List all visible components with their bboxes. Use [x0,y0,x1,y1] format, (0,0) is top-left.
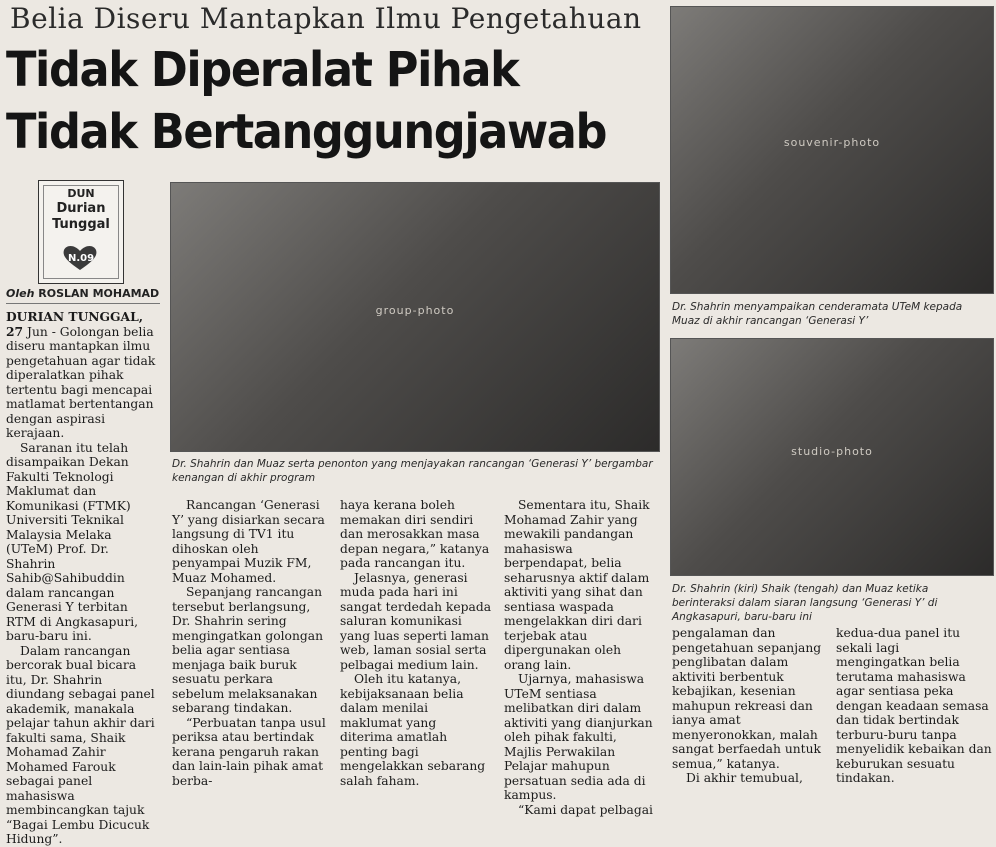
col2-para-2: Sepanjang rancangan tersebut berlangsung, Dr. Shahrin sering mengingatkan golongan belia agar sentiasa menjaga baik buruk sesuatu perkara sebelum melaksanakan sebarang tindakan. [172,585,323,715]
dateline-day: 27 [6,323,24,339]
logo-line-2: Durian [56,201,106,216]
logo-line-3: Tunggal [52,217,110,232]
headline-line-1: Tidak Diperalat Pihak [6,42,519,98]
article-column-5 [672,626,822,786]
dun-durian-tunggal-logo [38,180,124,284]
col3-para-2: Jelasnya, generasi muda pada hari ini sangat terdedah kepada saluran komunikasi yang luas seperti laman web, laman sosial serta pelbagai medium lain. [340,570,492,672]
article-kicker: Belia Diseru Mantapkan Ilmu Pengetahuan [10,2,642,35]
col3-para-1: haya kerana boleh memakan diri sendiri dan merosakkan masa depan negara,” katanya pada rancangan itu. [340,498,490,570]
studio-photo-label: studio-photo [791,445,873,459]
col4-para-3: “Kami dapat pelbagai [518,802,653,817]
col6-para-1: kedua-dua panel itu sekali lagi mengingatkan belia terutama mahasiswa agar sentiasa peka dengan keadaan semasa dan tidak bertindak terburu-buru tanpa menyelidik kebaikan dan keburukan sesuatu tindakan. [836,626,992,785]
dateline-place: DURIAN TUNGGAL, [6,309,144,324]
byline-author: ROSLAN MOHAMAD [38,287,160,300]
col3-para-3: Oleh itu katanya, kebijaksanaan belia dalam menilai maklumat yang diterima amatlah penting bagi mengelakkan sebarang salah faham. [340,672,486,788]
col5-para-2: Di akhir temubual, [686,771,803,785]
group-photo [170,182,660,452]
col4-para-1: Sementara itu, Shaik Mohamad Zahir yang mewakili pandangan mahasiswa berpendapat, belia seharusnya aktif dalam aktiviti yang sihat dan sentiasa waspada mengelakkan diri dari terjebak atau dipergunakan oleh orang lain. [504,498,650,672]
col1-para-3: Dalam rancangan bercorak bual bicara itu, Dr. Shahrin diundang sebagai panel akademik, manakala pelajar tahun akhir dari fakulti sama, Shaik Mohamad Zahir Mohamed Farouk sebagai panel mahasiswa membincangkan tajuk “Bagai Lembu Dicucuk Hidung”. [6,643,155,846]
group-photo-label: group-photo [375,303,455,317]
logo-badge: N.09 [67,253,95,264]
col5-para-1: pengalaman dan pengetahuan sepanjang penglibatan dalam aktiviti berbentuk kebajikan, kesenian mahupun rekreasi dan ianya amat menyeronokkan, malah sangat berfaedah untuk semua,” katanya. [672,626,822,771]
byline [6,287,159,300]
col2-para-3: “Perbuatan tanpa usul periksa atau bertindak kerana pengaruh rakan dan lain-lain pihak amat berba- [172,715,326,788]
studio-photo-caption: Dr. Shahrin (kiri) Shaik (tengah) dan Muaz ketika berinteraksi dalam siaran langsung ‘Generasi Y’ di Angkasapuri, baru-baru ini [672,583,938,623]
logo-line-1: DUN [67,187,95,200]
article-column-6 [836,626,992,786]
souvenir-photo [670,6,994,294]
article-column-1 [6,310,160,847]
col1-para-2: Saranan itu telah disampaikan Dekan Fakulti Teknologi Maklumat dan Komunikasi (FTMK) Universiti Teknikal Malaysia Melaka (UTeM) Prof. Dr. Shahrin Sahib@Sahibuddin dalam rancangan Generasi Y terbitan RTM di Angkasapuri, baru-baru ini. [6,440,139,643]
col1-para-1: Jun - Golongan belia diseru mantapkan ilmu pengetahuan agar tidak diperalatkan pihak tertentu bagi mencapai matlamat bertentangan dengan aspirasi kerajaan. [6,324,156,440]
byline-rule [6,303,160,304]
article-column-3 [340,498,492,788]
byline-prefix: Oleh [6,287,35,300]
souvenir-photo-caption: Dr. Shahrin menyampaikan cenderamata UTeM kepada Muaz di akhir rancangan ‘Generasi Y’ [672,301,963,327]
article-column-2 [172,498,328,788]
group-photo-caption: Dr. Shahrin dan Muaz serta penonton yang menjayakan rancangan ‘Generasi Y’ bergambar kenangan di akhir program [172,458,653,484]
headline-line-2: Tidak Bertanggungjawab [6,104,607,160]
article-column-4 [504,498,658,817]
col2-para-1: Rancangan ‘Generasi Y’ yang disiarkan secara langsung di TV1 itu dihoskan oleh penyampai Muzik FM, Muaz Mohamed. [172,498,325,585]
studio-photo [670,338,994,576]
souvenir-photo-label: souvenir-photo [783,135,881,149]
col4-para-2: Ujarnya, mahasiswa UTeM sentiasa melibatkan diri dalam aktiviti yang dianjurkan oleh pihak fakulti, Majlis Perwakilan Pelajar mahupun persatuan sedia ada di kampus. [504,672,653,802]
